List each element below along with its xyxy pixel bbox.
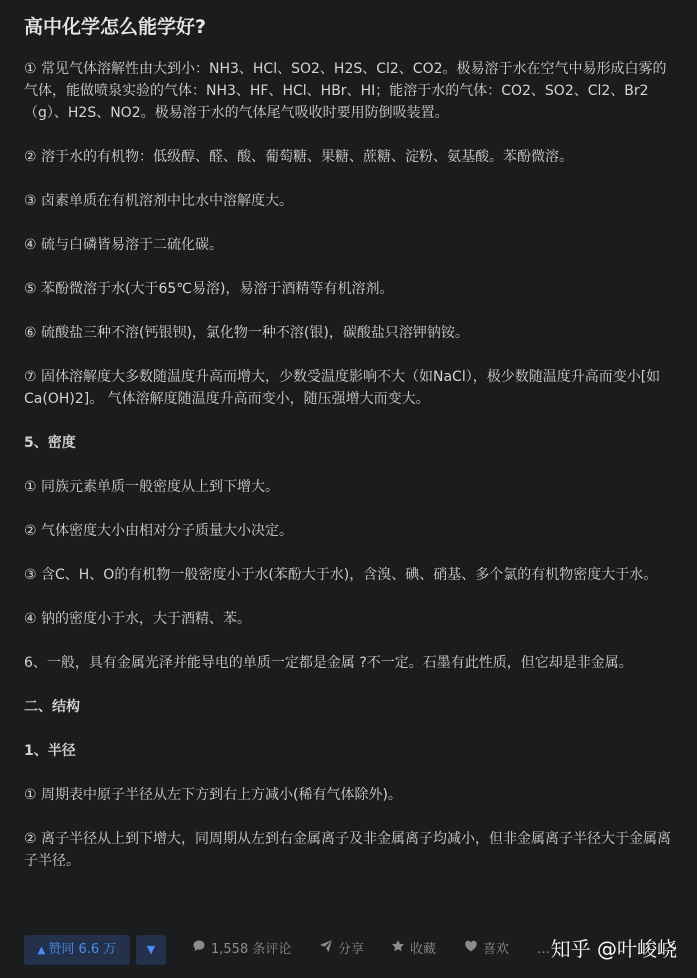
question-title[interactable]: 高中化学怎么能学好? xyxy=(24,16,207,38)
answer-paragraph: ② 溶于水的有机物：低级醇、醛、酸、葡萄糖、果糖、蔗糖、淀粉、氨基酸。苯酚微溶。 xyxy=(24,149,573,165)
more-button[interactable] xyxy=(537,935,550,965)
answer-paragraph: ④ 硫与白磷皆易溶于二硫化碳。 xyxy=(24,237,224,253)
heart-icon xyxy=(464,935,478,965)
section-heading: 二、结构 xyxy=(24,699,80,715)
answer-content xyxy=(24,58,680,894)
upvote-button[interactable] xyxy=(24,935,130,965)
triangle-up-icon: ▲ xyxy=(37,945,46,956)
collect-button[interactable] xyxy=(391,935,436,965)
answer-paragraph: ① 周期表中原子半径从左下方到右上方减小(稀有气体除外)。 xyxy=(24,787,402,803)
answer-paragraph: ③ 卤素单质在有机溶剂中比水中溶解度大。 xyxy=(24,193,293,209)
upvote-label: 赞同 6.6 万 xyxy=(48,942,117,957)
share-button[interactable] xyxy=(319,935,364,965)
comments-button[interactable] xyxy=(192,935,291,965)
watermark: 知乎 @叶峻峣 xyxy=(550,937,677,961)
section-heading: 1、半径 xyxy=(24,743,76,759)
answer-paragraph: ② 离子半径从上到下增大，同周期从左到右金属离子及非金属离子均减小，但非金属离子半径大于金属离子半径。 xyxy=(24,831,671,869)
answer-paragraph: 6、一般，具有金属光泽并能导电的单质一定都是金属 ?不一定。石墨有此性质，但它却是非金属。 xyxy=(24,655,633,671)
answer-paragraph: ③ 含C、H、O的有机物一般密度小于水(苯酚大于水)，含溴、碘、硝基、多个氯的有机物密度大于水。 xyxy=(24,567,658,583)
more-label: … xyxy=(537,942,550,957)
comment-bubble-icon xyxy=(192,935,206,965)
answer-paragraph: ① 同族元素单质一般密度从上到下增大。 xyxy=(24,479,279,495)
answer-paragraph: ④ 钠的密度小于水，大于酒精、苯。 xyxy=(24,611,252,627)
answer-paragraph: ⑦ 固体溶解度大多数随温度升高而增大，少数受温度影响不大（如NaCl），极少数随温度升高而变小[如Ca(OH)2]。 气体溶解度随温度升高而变小，随压强增大而变大。 xyxy=(24,369,661,407)
comments-label: 1,558 条评论 xyxy=(211,942,292,957)
answer-paragraph: ② 气体密度大小由相对分子质量大小决定。 xyxy=(24,523,293,539)
collect-label: 收藏 xyxy=(410,942,437,957)
star-icon xyxy=(391,935,405,965)
downvote-button[interactable] xyxy=(136,935,166,965)
answer-action-bar xyxy=(0,928,697,978)
answer-paragraph: ⑤ 苯酚微溶于水(大于65℃易溶)，易溶于酒精等有机溶剂。 xyxy=(24,281,394,297)
like-button[interactable] xyxy=(464,935,509,965)
answer-paragraph: ① 常见气体溶解性由大到小：NH3、HCl、SO2、H2S、Cl2、CO2。极易溶于水在空气中易形成白雾的气体，能做喷泉实验的气体：NH3、HF、HCl、HBr、HI；能溶于水的气体：CO2、SO2、Cl2、Br2（g）、H2S、NO2。极易溶于水的气体尾气吸收时要用防倒吸装置。 xyxy=(24,61,667,121)
section-heading: 5、密度 xyxy=(24,435,76,451)
triangle-down-icon: ▼ xyxy=(146,943,156,956)
paper-plane-icon xyxy=(319,935,333,965)
like-label: 喜欢 xyxy=(483,942,510,957)
share-label: 分享 xyxy=(338,942,365,957)
answer-paragraph: ⑥ 硫酸盐三种不溶(钙银钡)，氯化物一种不溶(银)，碳酸盐只溶钾钠铵。 xyxy=(24,325,469,341)
